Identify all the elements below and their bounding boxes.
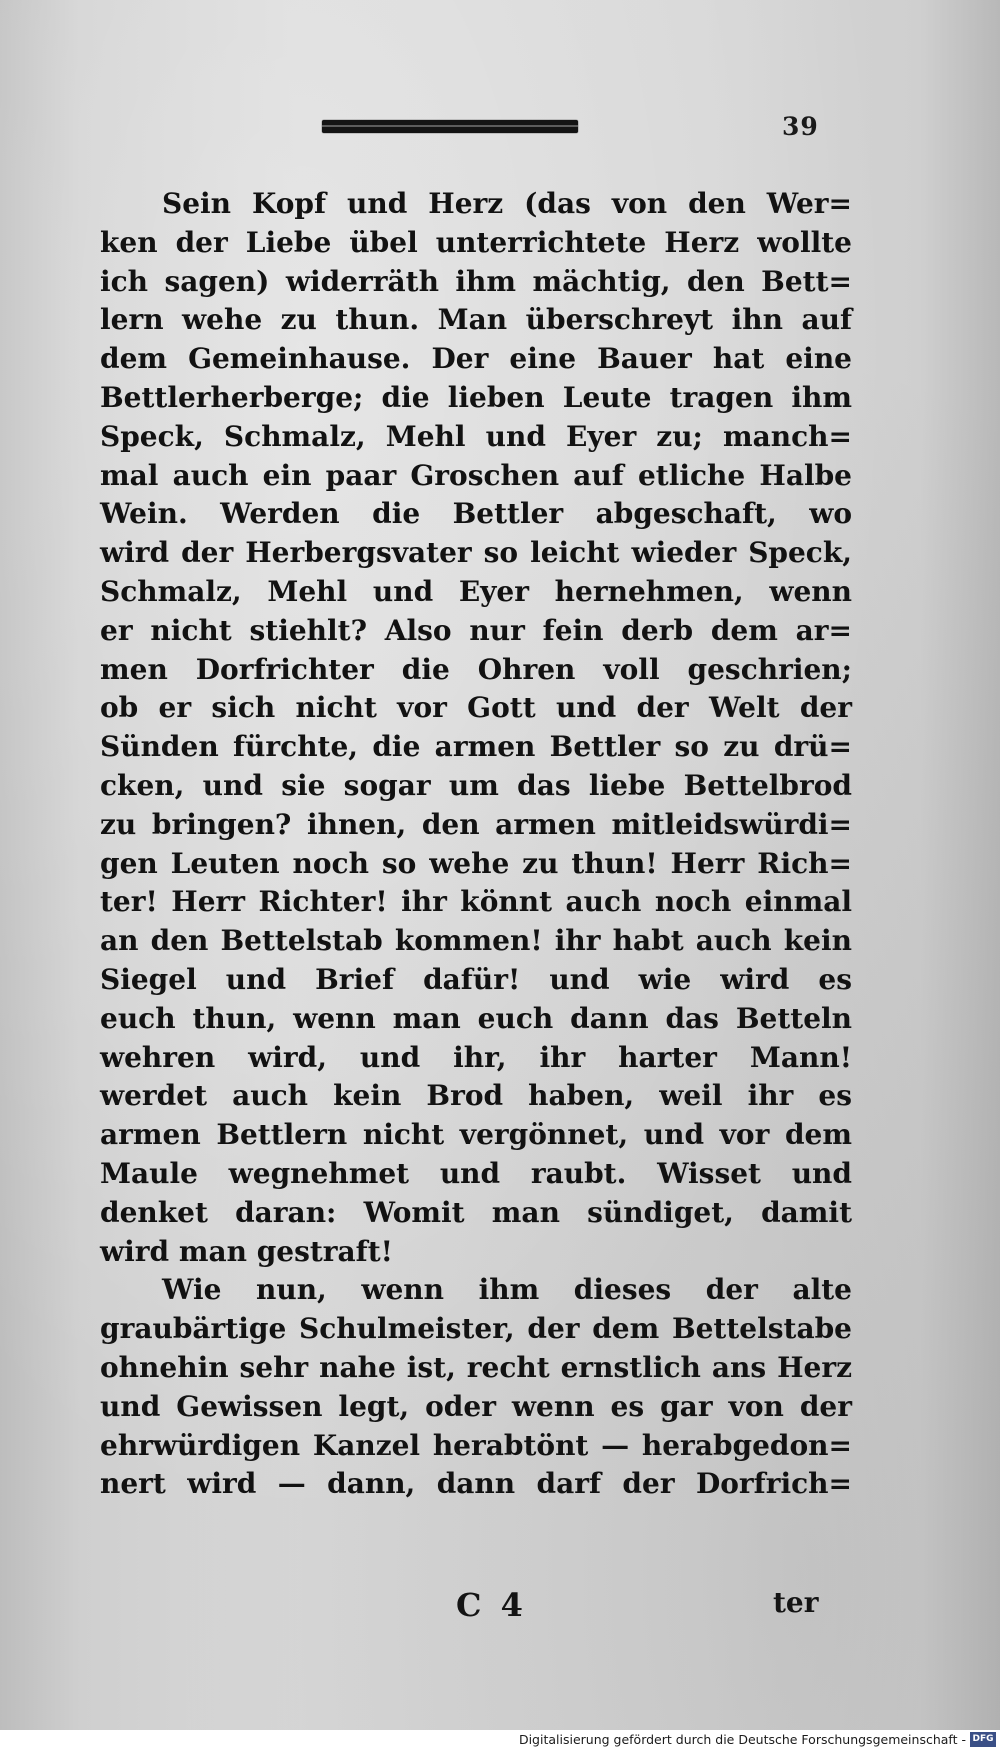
text-line: Maule wegnehmet und raubt. Wisset und <box>100 1156 852 1190</box>
text-line: ich sagen) widerräth ihm mächtig, den Bett= <box>100 264 852 298</box>
text-line: Speck, Schmalz, Mehl und Eyer zu; manch= <box>100 419 852 453</box>
text-line: er nicht stiehlt? Also nur fein derb dem ar= <box>100 613 852 647</box>
header-rule <box>322 120 578 133</box>
dfg-logo-icon: DFG <box>970 1732 996 1747</box>
text-line: ter! Herr Richter! ihr könnt auch noch einmal <box>100 885 852 919</box>
text-line: wird man gestraft! <box>100 1234 393 1268</box>
text-line: Sünden fürchte, die armen Bettler so zu drü= <box>100 730 852 764</box>
text-line: ehrwürdigen Kanzel herabtönt — herabgedon= <box>100 1428 852 1462</box>
text-line: euch thun, wenn man euch dann das Betteln <box>100 1001 852 1035</box>
text-line: ohnehin sehr nahe ist, recht ernstlich ans Herz <box>100 1350 852 1384</box>
text-line: zu bringen? ihnen, den armen mitleidswürdi= <box>100 807 852 841</box>
text-line: Schmalz, Mehl und Eyer hernehmen, wenn <box>100 574 852 608</box>
catchword: ter <box>773 1586 819 1619</box>
text-line: dem Gemeinhause. Der eine Bauer hat eine <box>100 342 852 376</box>
text-line: cken, und sie sogar um das liebe Bettelbrod <box>100 768 852 802</box>
text-line: denket daran: Womit man sündiget, damit <box>100 1195 852 1229</box>
text-line: nert wird — dann, dann darf der Dorfrich= <box>100 1467 852 1501</box>
text-line: ken der Liebe übel unterrichtete Herz wollte <box>100 225 852 259</box>
text-line: lern wehe zu thun. Man überschreyt ihn auf <box>100 303 852 337</box>
digitization-footer <box>0 1730 1000 1751</box>
funding-credit: Digitalisierung gefördert durch die Deutsche Forschungsgemeinschaft - <box>518 1732 966 1747</box>
text-line: ob er sich nicht vor Gott und der Welt der <box>100 691 852 725</box>
text-line: wehren wird, und ihr, ihr harter Mann! <box>100 1040 852 1074</box>
text-line: Wie nun, wenn ihm dieses der alte <box>162 1273 852 1307</box>
text-line: Bettlerherberge; die lieben Leute tragen ihm <box>100 380 852 414</box>
text-line: Siegel und Brief dafür! und wie wird es <box>100 962 852 996</box>
page-number: 39 <box>782 112 819 141</box>
text-line: Sein Kopf und Herz (das von den Wer= <box>162 187 852 220</box>
text-line: und Gewissen legt, oder wenn es gar von der <box>100 1389 852 1423</box>
text-line: graubärtige Schulmeister, der dem Bettelstabe <box>100 1312 852 1346</box>
text-line: mal auch ein paar Groschen auf etliche Halbe <box>100 458 852 492</box>
text-line: wird der Herbergsvater so leicht wieder Speck, <box>100 536 852 570</box>
text-line: armen Bettlern nicht vergönnet, und vor dem <box>100 1118 852 1152</box>
body-text <box>100 185 852 1504</box>
text-line: an den Bettelstab kommen! ihr habt auch kein <box>100 924 852 958</box>
text-line: gen Leuten noch so wehe zu thun! Herr Rich= <box>100 846 852 880</box>
signature-mark: C 4 <box>456 1586 527 1624</box>
text-line: Wein. Werden die Bettler abgeschaft, wo <box>100 497 852 531</box>
text-line: werdet auch kein Brod haben, weil ihr es <box>100 1079 852 1113</box>
text-line: men Dorfrichter die Ohren voll geschrien; <box>100 652 852 686</box>
